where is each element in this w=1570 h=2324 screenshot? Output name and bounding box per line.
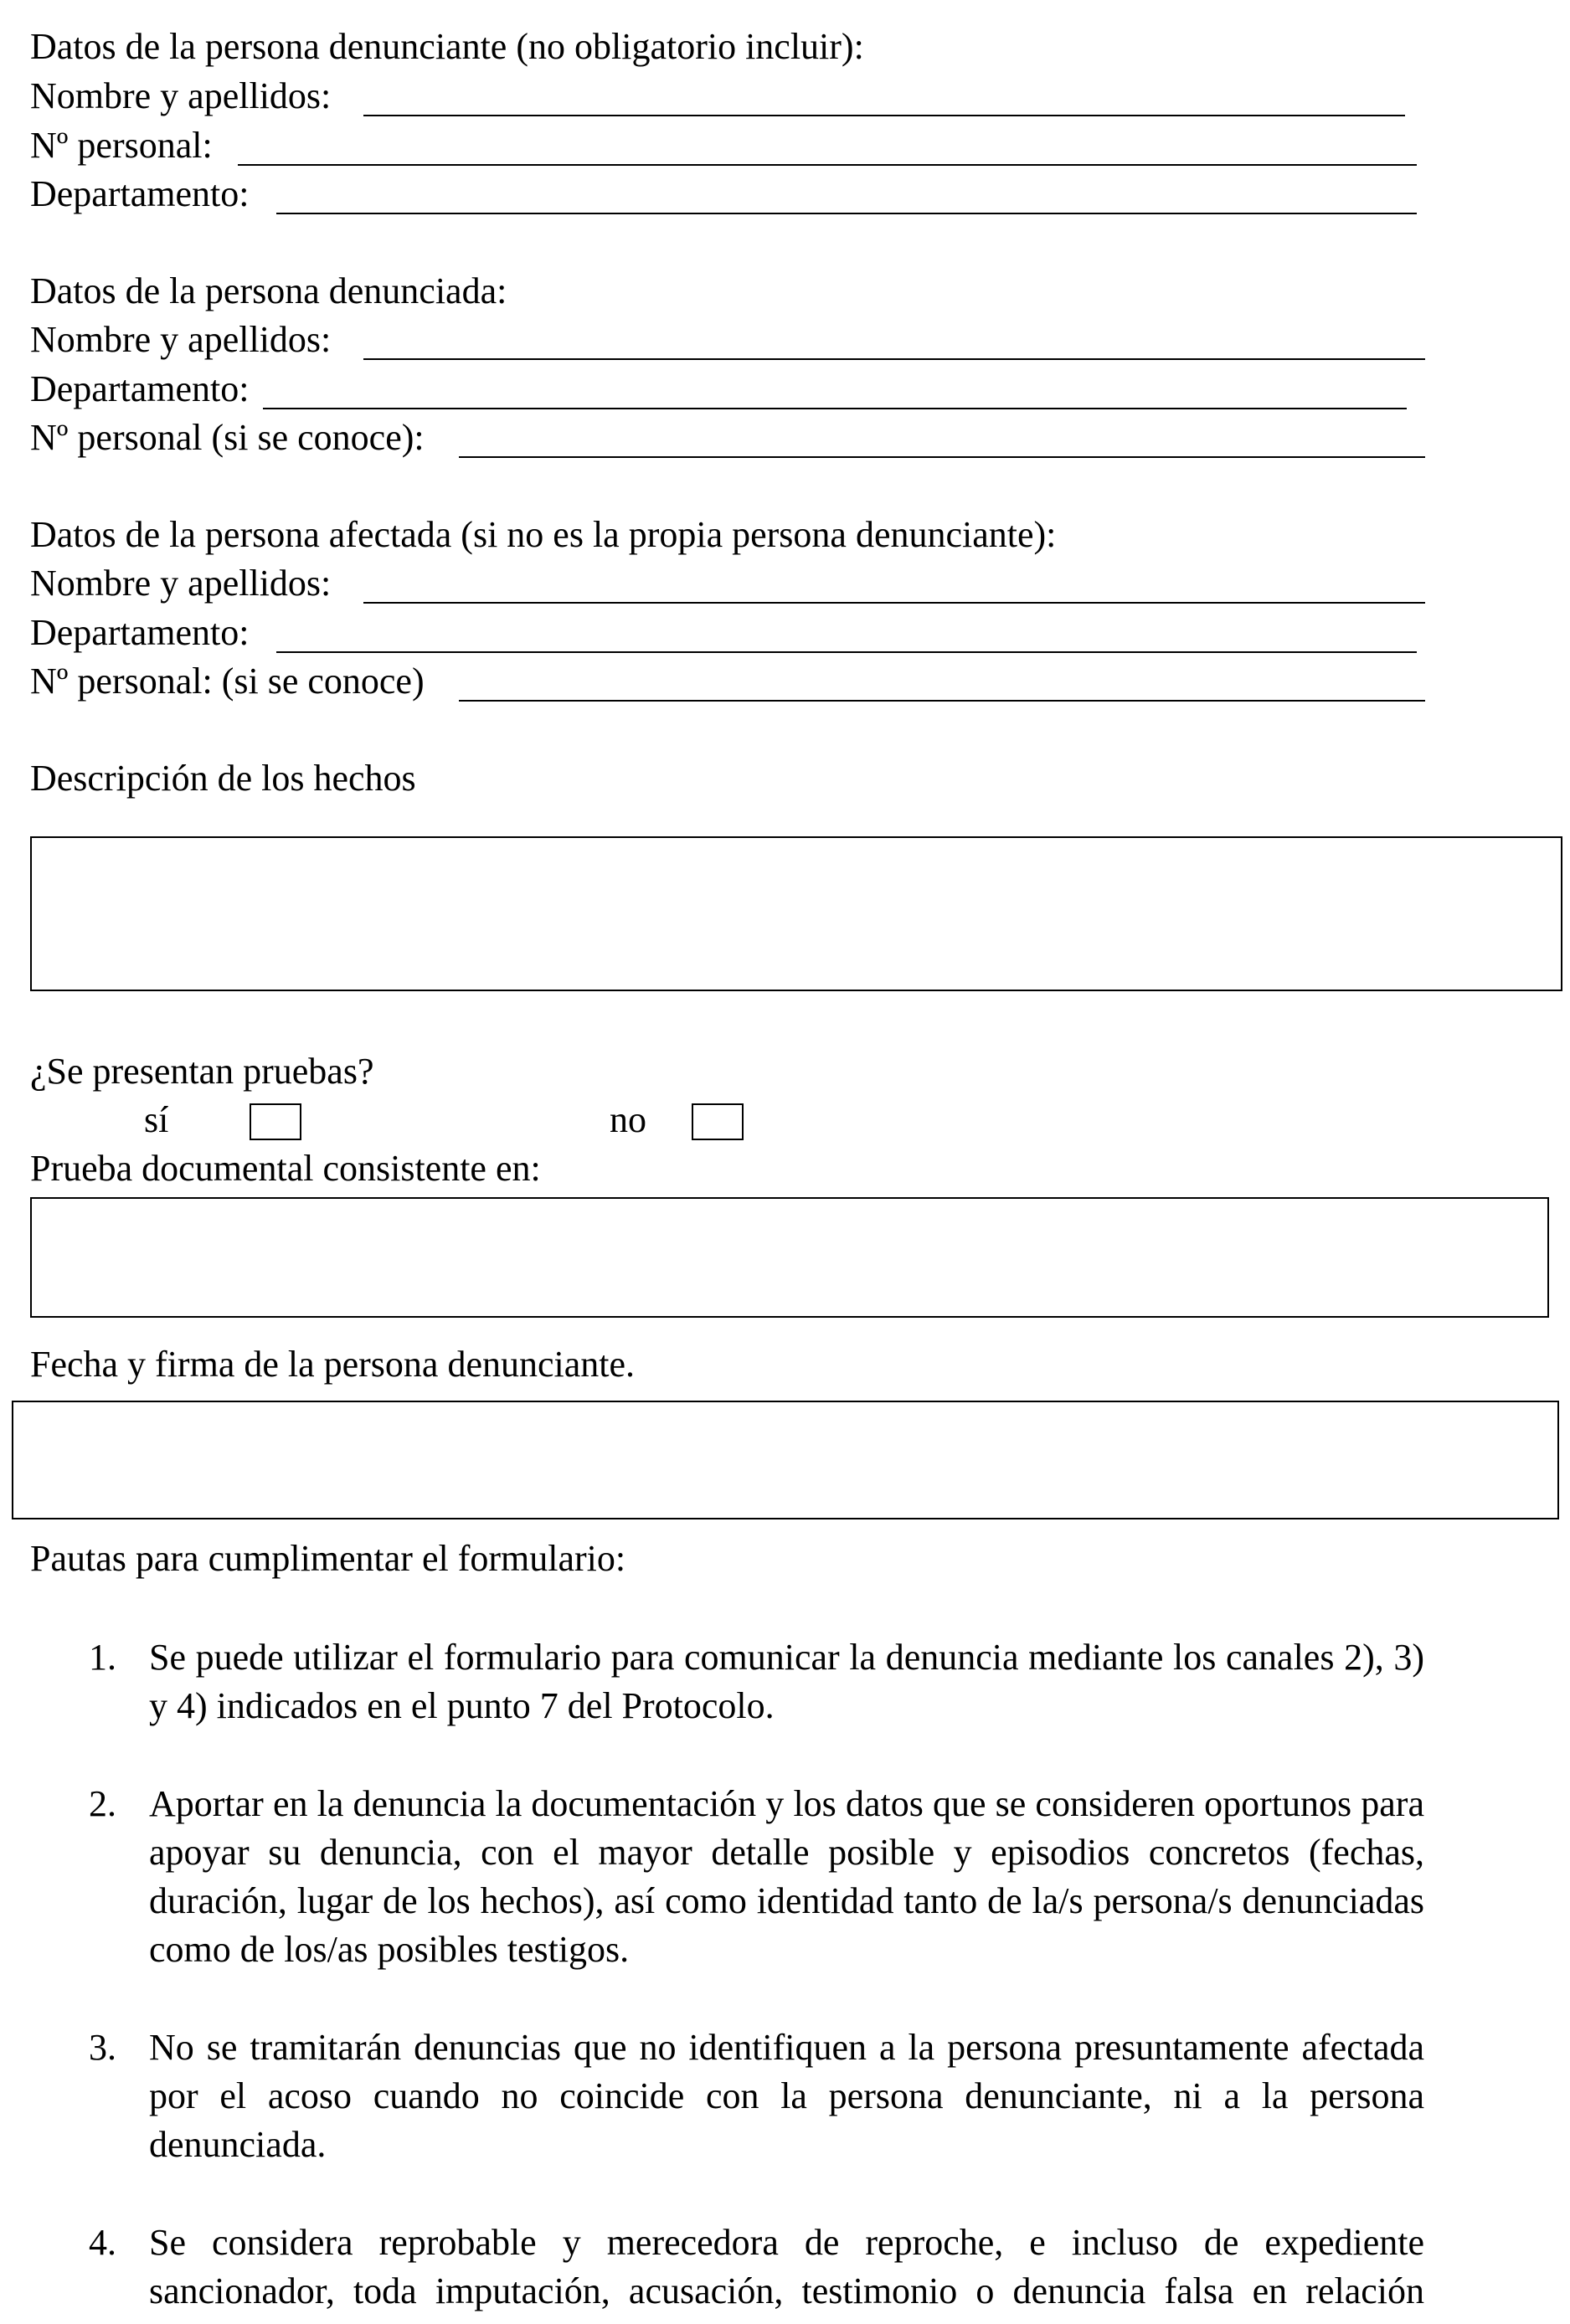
affected-number-field[interactable] [30, 660, 1570, 703]
guideline-item [30, 1780, 1424, 1974]
complainant-department-field[interactable] [30, 172, 1570, 216]
affected-department-line[interactable] [276, 651, 1417, 653]
evidence-yes-checkbox[interactable] [250, 1103, 301, 1140]
guideline-text: No se tramitarán denuncias que no identifiquen a la persona presuntamente afectada por el acoso cuando no coincide con la persona denunciante, ni a la persona denunciada. [149, 2027, 1424, 2165]
guideline-item [30, 2219, 1424, 2316]
signature-label: Fecha y firma de la persona denunciante. [30, 1344, 636, 1385]
accused-department-line[interactable] [263, 408, 1407, 409]
complainant-department-line[interactable] [276, 213, 1417, 214]
accused-name-label: Nombre y apellidos: [30, 319, 332, 360]
guideline-number: 2. [89, 1783, 116, 1824]
accused-number-line[interactable] [459, 456, 1425, 458]
accused-number-label: Nº personal (si se conoce): [30, 417, 425, 458]
guideline-item [30, 1633, 1424, 1730]
guideline-text: Se puede utilizar el formulario para comunicar la denuncia mediante los canales 2), 3) y 4) indicados en el punto 7 del Protocolo. [149, 1637, 1424, 1726]
documentary-evidence-label: Prueba documental consistente en: [30, 1148, 541, 1189]
complainant-number-label: Nº personal: [30, 125, 213, 166]
affected-number-line[interactable] [459, 700, 1425, 702]
complainant-name-line[interactable] [363, 115, 1405, 116]
accused-number-field[interactable] [30, 416, 1570, 460]
complainant-name-field[interactable] [30, 75, 1570, 118]
accused-department-field[interactable] [30, 368, 1570, 411]
accused-name-field[interactable] [30, 318, 1570, 362]
affected-name-line[interactable] [363, 602, 1425, 604]
guideline-text: Se considera reprobable y merecedora de reproche, e incluso de expediente sancionador, toda imputación, acusación, testimonio o denuncia falsa en relación [149, 2222, 1424, 2311]
accused-department-label: Departamento: [30, 368, 250, 409]
complainant-heading: Datos de la persona denunciante (no obligatorio incluir): [30, 26, 864, 67]
guideline-number: 3. [89, 2027, 116, 2068]
guideline-number: 4. [89, 2222, 116, 2263]
accused-name-line[interactable] [363, 358, 1425, 360]
guideline-text: Aportar en la denuncia la documentación y los datos que se consideren oportunos para apoyar su denuncia, con el mayor detalle posible y episodios concretos (fechas, duración, lugar de los hechos), así como identidad tanto de la/s persona/s denunciadas como de los/as posibles testigos. [149, 1783, 1424, 1970]
guideline-item [30, 2023, 1424, 2169]
complainant-number-field[interactable] [30, 124, 1570, 167]
affected-number-label: Nº personal: (si se conoce) [30, 661, 425, 702]
affected-department-field[interactable] [30, 611, 1570, 655]
evidence-yes-label: sí [144, 1099, 169, 1140]
signature-box[interactable] [12, 1401, 1559, 1519]
facts-description-box[interactable] [30, 836, 1562, 991]
affected-department-label: Departamento: [30, 612, 250, 653]
guideline-number: 1. [89, 1637, 116, 1678]
complainant-name-label: Nombre y apellidos: [30, 75, 332, 116]
affected-heading: Datos de la persona afectada (si no es la propia persona denunciante): [30, 514, 1057, 555]
documentary-evidence-box[interactable] [30, 1197, 1549, 1318]
evidence-no-label: no [610, 1099, 646, 1140]
affected-name-field[interactable] [30, 562, 1570, 605]
complainant-department-label: Departamento: [30, 173, 250, 214]
complainant-number-line[interactable] [238, 164, 1417, 166]
accused-heading: Datos de la persona denunciada: [30, 270, 507, 311]
evidence-no-checkbox[interactable] [692, 1103, 744, 1140]
evidence-question: ¿Se presentan pruebas? [30, 1051, 374, 1092]
guidelines-heading: Pautas para cumplimentar el formulario: [30, 1538, 626, 1579]
facts-label: Descripción de los hechos [30, 758, 416, 799]
affected-name-label: Nombre y apellidos: [30, 563, 332, 604]
